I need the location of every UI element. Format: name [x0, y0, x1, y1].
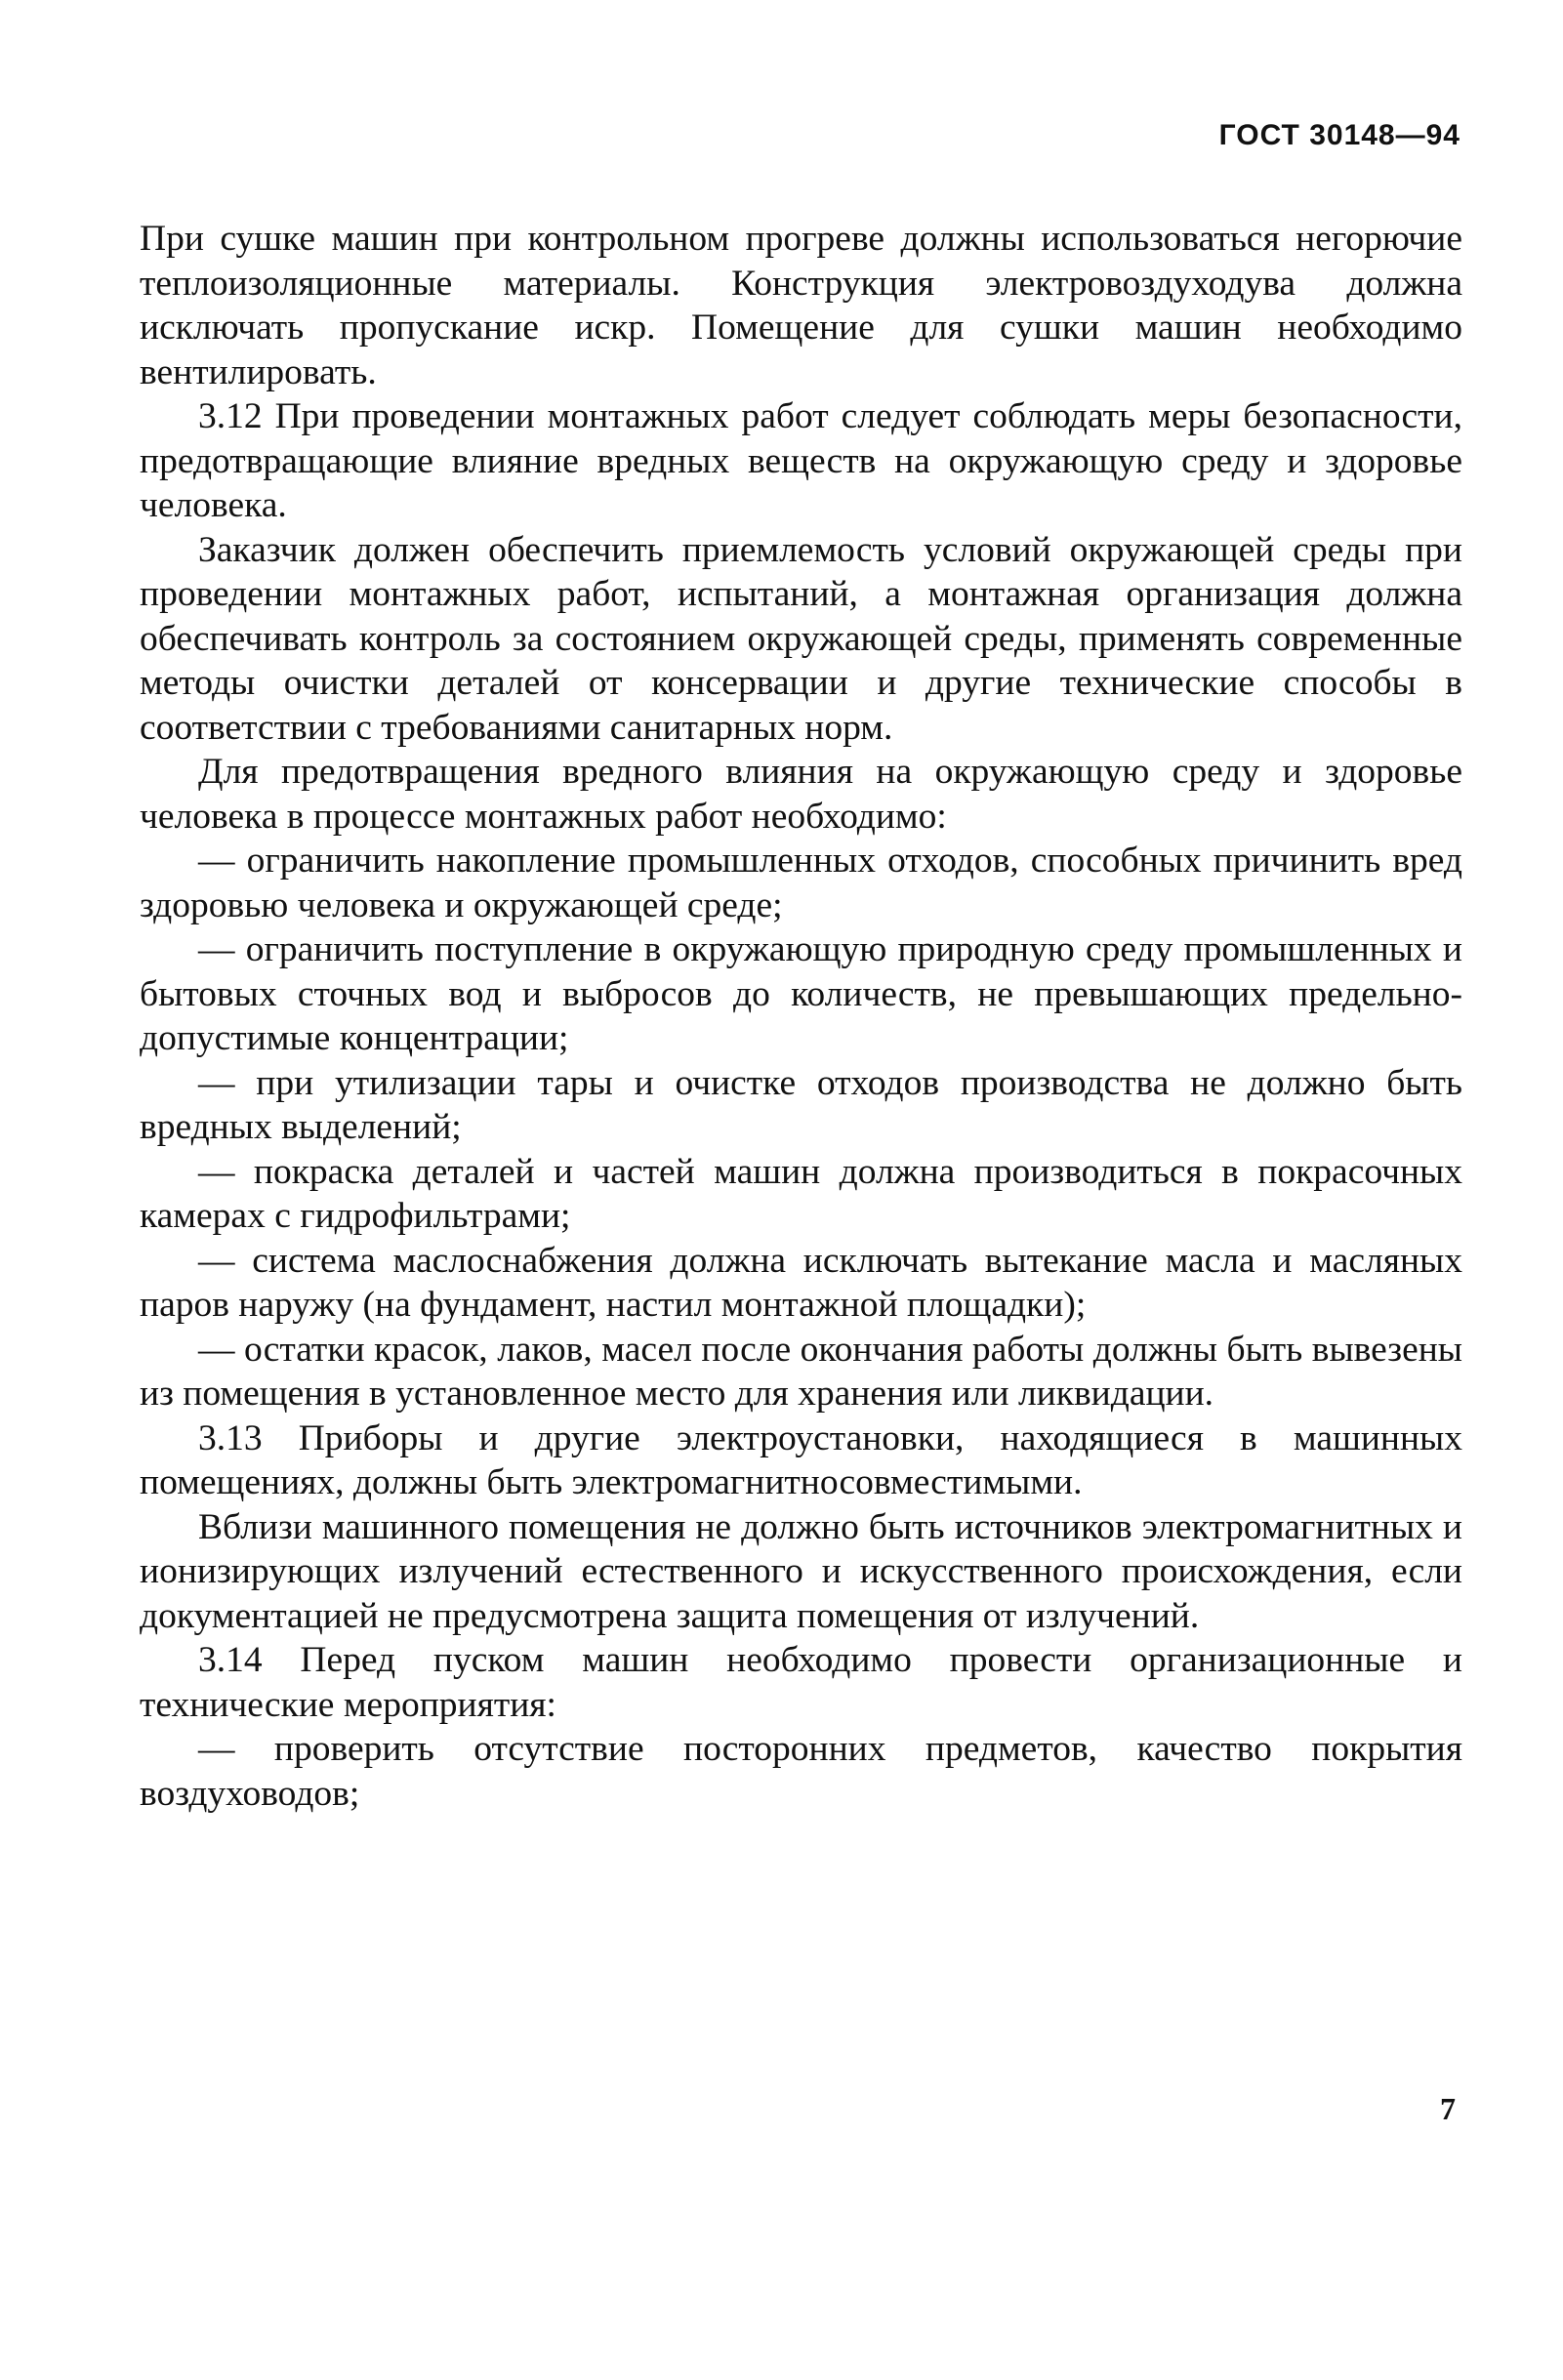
- list-item: — ограничить поступление в окружающую природную среду промышленных и бытовых сточных вод и выбросов до количеств, не превышающих предельно-допустимые концентрации;: [140, 929, 1462, 1058]
- list-item: — система маслоснабжения должна исключать вытекание масла и масляных паров наружу (на фундамент, настил монтажной площадки);: [140, 1240, 1462, 1325]
- paragraph-3-12: 3.12 При проведении монтажных работ следует соблюдать меры безопасности, предотвращающие влияние вредных веществ на окружающую среду и здоровье человека.: [140, 396, 1462, 525]
- paragraph-3-14: 3.14 Перед пуском машин необходимо провести организационные и технические мероприятия:: [140, 1640, 1462, 1725]
- list-item: — при утилизации тары и очистке отходов производства не должно быть вредных выделений;: [140, 1062, 1462, 1147]
- page-number: 7: [1440, 2091, 1456, 2126]
- paragraph-radiation: Вблизи машинного помещения не должно быть источников электромагнитных и ионизирующих излучений естественного и искусственного происхождения, если документацией не предусмотрена защита помещения от излучений.: [140, 1506, 1462, 1636]
- paragraph-3-13: 3.13 Приборы и другие электроустановки, находящиеся в машинных помещениях, должны быть электромагнитносовместимыми.: [140, 1417, 1462, 1502]
- list-item: — покраска деталей и частей машин должна производиться в покрасочных камерах с гидрофильтрами;: [140, 1151, 1462, 1236]
- paragraph-drying: При сушке машин при контрольном прогреве должны использоваться негорючие теплоизоляционные материалы. Конструкция электровоздуходува должна исключать пропускание искр. Помещение для сушки машин необходимо вентилировать.: [140, 219, 1462, 392]
- list-item: — проверить отсутствие посторонних предметов, качество покрытия воздуховодов;: [140, 1729, 1462, 1814]
- list-item: — ограничить накопление промышленных отходов, способных причинить вред здоровью человека и окружающей среде;: [140, 841, 1462, 925]
- document-header: ГОСТ 30148—94: [1218, 119, 1460, 151]
- document-body: [140, 217, 1462, 1816]
- paragraph-customer: Заказчик должен обеспечить приемлемость условий окружающей среды при проведении монтажных работ, испытаний, а монтажная организация должна обеспечивать контроль за состоянием окружающей среды, применять современные методы очистки деталей от консервации и другие технические способы в соответствии с требованиями санитарных норм.: [140, 529, 1462, 748]
- list-item: — остатки красок, лаков, масел после окончания работы должны быть вывезены из помещения в установленное место для хранения или ликвидации.: [140, 1329, 1462, 1414]
- paragraph-prevention: Для предотвращения вредного влияния на окружающую среду и здоровье человека в процессе монтажных работ необходимо:: [140, 752, 1462, 837]
